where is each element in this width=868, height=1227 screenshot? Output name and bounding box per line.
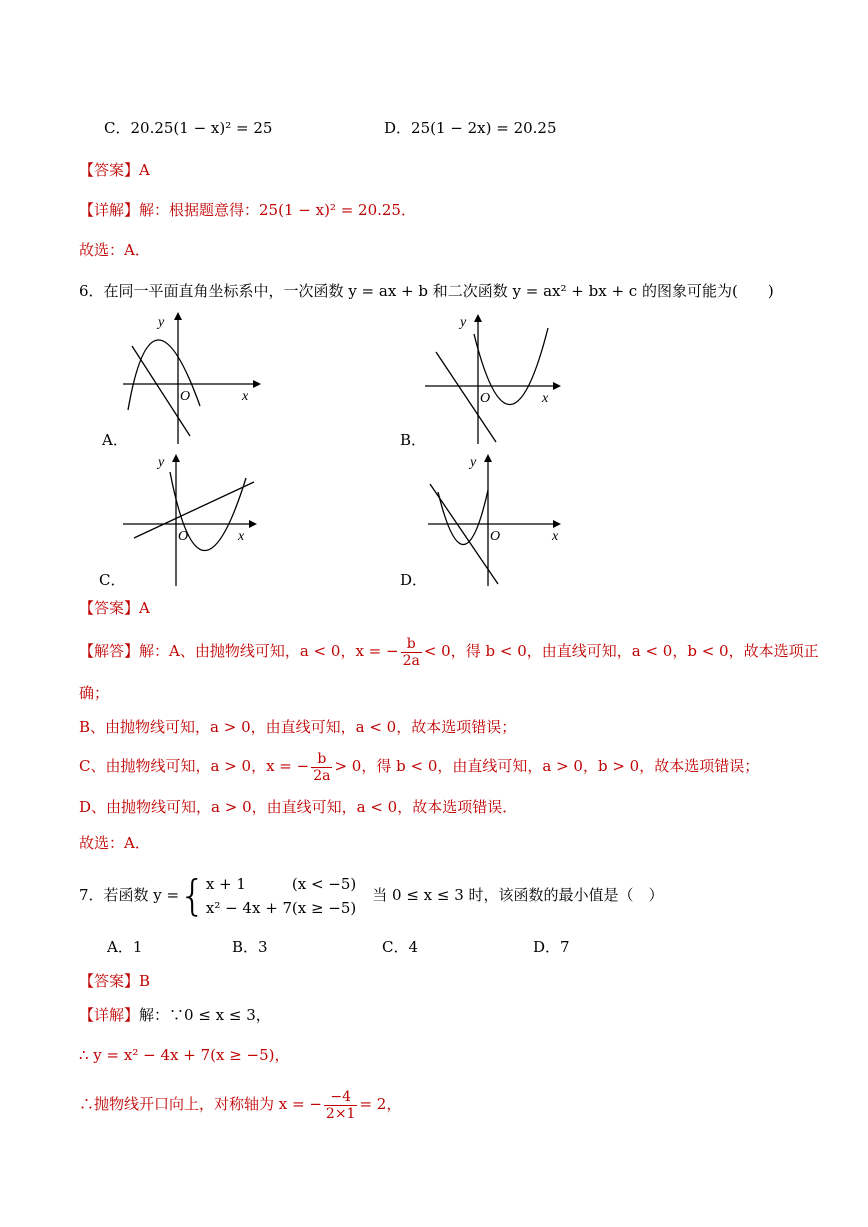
q7-case-2-expr: x² − 4x + 7 <box>205 899 293 917</box>
q7-step-2-frac-den: 2×1 <box>325 1105 356 1122</box>
graph-b-x-label: x <box>542 391 549 406</box>
q7-brace: { <box>179 871 206 920</box>
q7-step-2-part2: = 2， <box>359 1095 402 1113</box>
q6-conclusion: 故选：A． <box>79 834 150 852</box>
q7-step-1 <box>79 1045 290 1065</box>
q7-case-1 <box>206 872 356 896</box>
q6-question: 6．在同一平面直角坐标系中，一次函数 y = ax + b 和二次函数 y = ax² + bx + c 的图象可能为( ) <box>79 282 774 300</box>
q5-detail-tag: 【详解】 <box>79 201 140 219</box>
q7-cases <box>206 872 356 920</box>
q6-line-a-frac-den: 2a <box>402 652 420 669</box>
graph-b-origin: O <box>480 391 491 406</box>
q6-line-a-fraction <box>401 636 422 669</box>
graph-b-label: B． <box>400 431 427 449</box>
q7-question <box>79 868 664 922</box>
graph-a-y-label: y <box>158 315 165 330</box>
graph-a-y-arrow <box>174 312 182 320</box>
q7-case-2-cond: (x ≥ −5) <box>291 899 357 917</box>
q7-detail-tag: 【详解】 <box>79 1006 140 1024</box>
graph-c-line <box>134 482 254 538</box>
q6-solution-line-c <box>79 746 759 786</box>
q7-step-2-part1: ∴抛物线开口向上，对称轴为 x = − <box>79 1095 322 1113</box>
graph-a-origin: O <box>180 389 191 404</box>
graph-d-x-label: x <box>552 529 559 544</box>
graph-c-x-arrow <box>249 520 257 528</box>
q6-line-a-cont: 确； <box>79 684 110 702</box>
graph-b-x-arrow <box>553 382 561 390</box>
q7-step-2-frac-num: −4 <box>324 1089 358 1106</box>
q6-line-a-frac-num: b <box>401 636 422 653</box>
q7-suffix: 当 0 ≤ x ≤ 3 时，该函数的最小值是（ ） <box>372 886 664 904</box>
q6-line-b: B、由抛物线可知，a > 0，由直线可知，a < 0，故本选项错误； <box>79 718 517 736</box>
q6-answer: 【答案】A <box>79 599 150 617</box>
q6-line-a-part2: < 0，得 b < 0，由直线可知，a < 0，b < 0，故本选项正 <box>423 642 819 660</box>
q6-line-d: D、由抛物线可知，a > 0，由直线可知，a < 0，故本选项错误． <box>79 798 518 816</box>
graph-a <box>118 308 268 448</box>
graph-c-origin: O <box>178 529 189 544</box>
q7-case-1-cond: (x < −5) <box>291 875 357 893</box>
q7-option-a: A．1 <box>107 938 143 956</box>
q5-answer: 【答案】A <box>79 161 150 179</box>
graph-d-x-arrow <box>553 520 561 528</box>
q6-line-c-frac-den: 2a <box>313 767 331 784</box>
graph-c-y-label: y <box>158 455 165 470</box>
q7-option-d: D．7 <box>533 938 570 956</box>
q6-line-c-fraction <box>311 751 332 784</box>
graph-a-label: A． <box>102 431 128 449</box>
q7-detail <box>79 1005 271 1025</box>
q7-prefix: 7．若函数 y = <box>79 886 180 904</box>
q6-line-a-part1: 解：A、由抛物线可知，a < 0，x = − <box>139 642 399 660</box>
q5-conclusion: 故选：A． <box>79 241 150 259</box>
graph-d-parabola <box>438 490 488 545</box>
q7-step-2-fraction <box>324 1089 358 1122</box>
graph-d-y-arrow <box>484 454 492 462</box>
q7-step-2 <box>79 1080 401 1128</box>
q7-answer: 【答案】B <box>79 972 151 990</box>
graph-d-label: D． <box>400 571 428 589</box>
q6-line-c-frac-num: b <box>311 751 332 768</box>
graph-b-y-arrow <box>474 314 482 322</box>
q5-option-d: D．25(1 − 2x) = 20.25 <box>384 119 557 137</box>
graph-a-x-label: x <box>242 389 249 404</box>
q6-line-c-part1: C、由抛物线可知，a > 0，x = − <box>79 757 310 775</box>
q5-detail <box>79 200 416 220</box>
graph-d-origin: O <box>490 529 501 544</box>
q7-case-1-expr: x + 1 <box>205 875 246 893</box>
graph-c-x-label: x <box>238 529 245 544</box>
q7-detail-text: 解：∵0 ≤ x ≤ 3， <box>139 1006 271 1024</box>
q5-detail-text: 解：根据题意得：25(1 − x)² = 20.25． <box>139 201 416 219</box>
q6-solution-line-a <box>79 631 819 671</box>
graph-a-x-arrow <box>253 380 261 388</box>
graph-c-y-arrow <box>172 454 180 462</box>
q6-solution-tag: 【解答】 <box>79 642 140 660</box>
q7-option-c: C．4 <box>382 938 419 956</box>
graph-d-y-label: y <box>470 455 477 470</box>
q6-line-c-part2: > 0，得 b < 0，由直线可知，a > 0，b > 0，故本选项错误； <box>334 757 760 775</box>
graph-c-label: C． <box>99 571 126 589</box>
q5-option-c: C．20.25(1 − x)² = 25 <box>104 119 273 137</box>
graph-b-y-label: y <box>460 315 467 330</box>
graph-d <box>420 450 570 590</box>
q7-case-2 <box>206 896 356 920</box>
graph-c <box>118 450 268 590</box>
graph-b <box>420 308 570 448</box>
q7-option-b: B．3 <box>232 938 268 956</box>
q7-step-1-text: ∴ y = x² − 4x + 7(x ≥ −5)， <box>79 1046 290 1064</box>
